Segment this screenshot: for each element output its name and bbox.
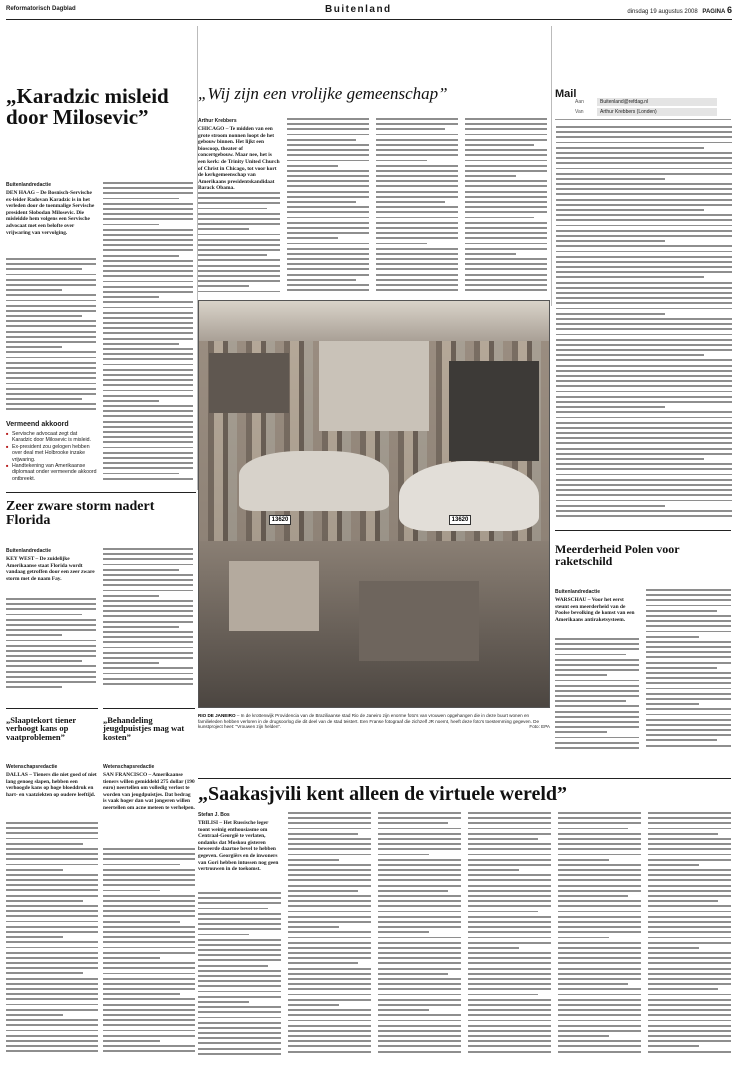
gemeenschap-col2 xyxy=(287,118,369,294)
jeugdpuistjes-source: Wetenschapsredactie xyxy=(103,764,155,770)
mail-from-value: Arthur Krebbers (Londen) xyxy=(597,108,717,116)
date-page xyxy=(627,5,732,15)
mail-from-label: Van xyxy=(575,109,584,115)
saakasjvili-col2 xyxy=(288,812,371,1062)
section-rule xyxy=(198,778,731,779)
slaaptekort-body xyxy=(6,822,98,1062)
section-rule xyxy=(6,492,196,493)
mail-to-row xyxy=(575,98,717,106)
bullet-item: ■ Ex-president zou gelogen hebben over deal met Holbrooke inzake vrijwaring. xyxy=(6,444,98,463)
storm-body-col2 xyxy=(103,548,193,692)
polen-body-col1 xyxy=(555,638,639,756)
polen-lead: WARSCHAU – Voor het eerst steunt een meerderheid van de Poolse bevolking de komst van een Amerikaans antiraketsysteem. xyxy=(555,597,635,623)
mail-from-row xyxy=(575,108,717,116)
jeugdpuistjes-lead: SAN FRANCISCO – Amerikaanse tieners willen gemiddeld 275 dollar (190 euro) neertellen om volledig verlost te worden van jeugdpuistjes. Dat bedrag is vaak hoger dan wat jongeren willen neertellen om acne meteen te verhelpen. xyxy=(103,772,195,811)
section-title: Buitenland xyxy=(325,4,392,15)
polen-headline: Meerderheid Polen voor raketschild xyxy=(555,542,680,568)
gemeenschap-headline: „Wij zijn een vrolijke gemeenschap” xyxy=(198,84,448,103)
storm-body-col1 xyxy=(6,598,96,692)
house-number-sign: 13620 xyxy=(449,515,471,525)
mail-title: Mail xyxy=(555,88,577,100)
gemeenschap-lead: CHICAGO – Te midden van een grote stroom nonnen loopt de het gebouw binnen. Het lijkt een bioscoop, theater of concertgebouw. Maar nee, het is een kerk: de Trinity United Church of Christ in Chicago, tot voor kort de kerkgemeenschap van Amerikaans presidentskandidaat Barack Obama. xyxy=(198,126,280,192)
gemeenschap-byline: Arthur Krebbers xyxy=(198,118,237,124)
caption-place: RIO DE JANEIRO xyxy=(198,713,236,718)
mail-body xyxy=(556,126,732,526)
mail-to-label: Aan xyxy=(575,99,584,105)
saakasjvili-headline: „Saakasjvili kent alleen de virtuele wereld” xyxy=(198,783,568,805)
mail-to-value: Buitenland@refdag.nl xyxy=(597,98,717,106)
storm-source: Buitenlandredactie xyxy=(6,548,52,554)
karadzic-body-col1 xyxy=(6,258,96,418)
gemeenschap-col3 xyxy=(376,118,458,294)
saakasjvili-col1 xyxy=(198,892,281,1062)
karadzic-headline: „Karadzic misleid door Milosevic” xyxy=(6,84,169,129)
saakasjvili-col5 xyxy=(558,812,641,1062)
karadzic-body-col2 xyxy=(103,182,193,485)
saakasjvili-col6 xyxy=(648,812,731,1062)
slaaptekort-lead: DALLAS – Tieners die niet goed of niet lang genoeg slapen, hebben een verhoogde kans op hoge bloeddruk en hart- en vaatziekten op oudere leeftijd. xyxy=(6,772,97,798)
mail-header xyxy=(555,86,731,120)
karadzic-lead: DEN HAAG – De Bosnisch-Servische ex-leider Radovan Karadzic is in het verleden door de toenmalige Servische president Slobodan Milosevic. Die misleidde hem volgens een Servische advocaat met een belofte over vrijwaring van vervolging. xyxy=(6,190,95,236)
storm-headline: Zeer zware storm nadert Florida xyxy=(6,499,155,528)
saakasjvili-lead: TBILISI – Het Russische leger toont weinig enthousiasme om Centraal-Georgië te verlaten, ondanks dat Moskou gisteren beweerde daartoe bevel te hebben gegeven. Georgiërs en de inwoners van Gori hebben intussen nog geen vertrouwen in de toekomst. xyxy=(198,820,279,873)
page-number: 6 xyxy=(726,5,732,15)
storm-lead: KEY WEST – De zuidelijke Amerikaanse staat Florida wordt vandaag getroffen door een zeer zware storm met de naam Fay. xyxy=(6,556,95,582)
polen-source: Buitenlandredactie xyxy=(555,589,601,595)
paper-name: Reformatorisch Dagblad xyxy=(6,6,76,12)
page-label: PAGINA xyxy=(702,9,726,15)
saakasjvili-byline: Stefan J. Bos xyxy=(198,812,230,818)
house-number-sign: 13620 xyxy=(269,515,291,525)
saakasjvili-col3 xyxy=(378,812,461,1062)
favela-photo xyxy=(198,300,550,708)
karadzic-bullets xyxy=(6,431,98,482)
column-divider xyxy=(551,26,552,306)
photo-credit: Foto: EPA xyxy=(529,724,550,730)
photo-caption xyxy=(198,713,550,730)
section-rule xyxy=(6,708,98,709)
masthead-rule xyxy=(6,19,732,20)
karadzic-source: Buitenlandredactie xyxy=(6,182,52,188)
polen-body-col2 xyxy=(646,589,731,756)
slaaptekort-headline: „Slaaptekort tiener verhoogt kans op vaatproblemen” xyxy=(6,715,76,742)
section-rule xyxy=(555,530,731,531)
jeugdpuistjes-body xyxy=(103,848,195,1062)
gemeenschap-col4 xyxy=(465,118,547,294)
caption-text: – In de krottenwijk Providencia van de Braziliaanse stad Rio de Janeiro zijn enorme foto's van vrouwen opgehangen die in deze buurt wonen en familieleden hebben verloren in de drugsoorlog die dit deel van de stad teistert. Een Franse fotograaf die zichzelf JR noemt, heeft deze foto's toestemming gegeven. De kunstproject heet: "Vrouwen zijn helden". xyxy=(198,713,540,730)
jeugdpuistjes-headline: „Behandeling jeugdpuistjes mag wat kosten” xyxy=(103,715,185,742)
bullet-item: ■ Servische advocaat zegt dat Karadzic door Milosevic is misleid. xyxy=(6,431,98,444)
section-rule xyxy=(103,708,195,709)
gemeenschap-col1 xyxy=(198,192,280,294)
saakasjvili-col4 xyxy=(468,812,551,1062)
slaaptekort-source: Wetenschapsredactie xyxy=(6,764,58,770)
issue-date: dinsdag 19 augustus 2008 xyxy=(627,9,698,15)
karadzic-box-title: Vermeend akkoord xyxy=(6,421,69,428)
bullet-item: ■ Handtekening van Amerikaanse diplomaat onder vermeende akkoord ontbreekt. xyxy=(6,463,98,482)
